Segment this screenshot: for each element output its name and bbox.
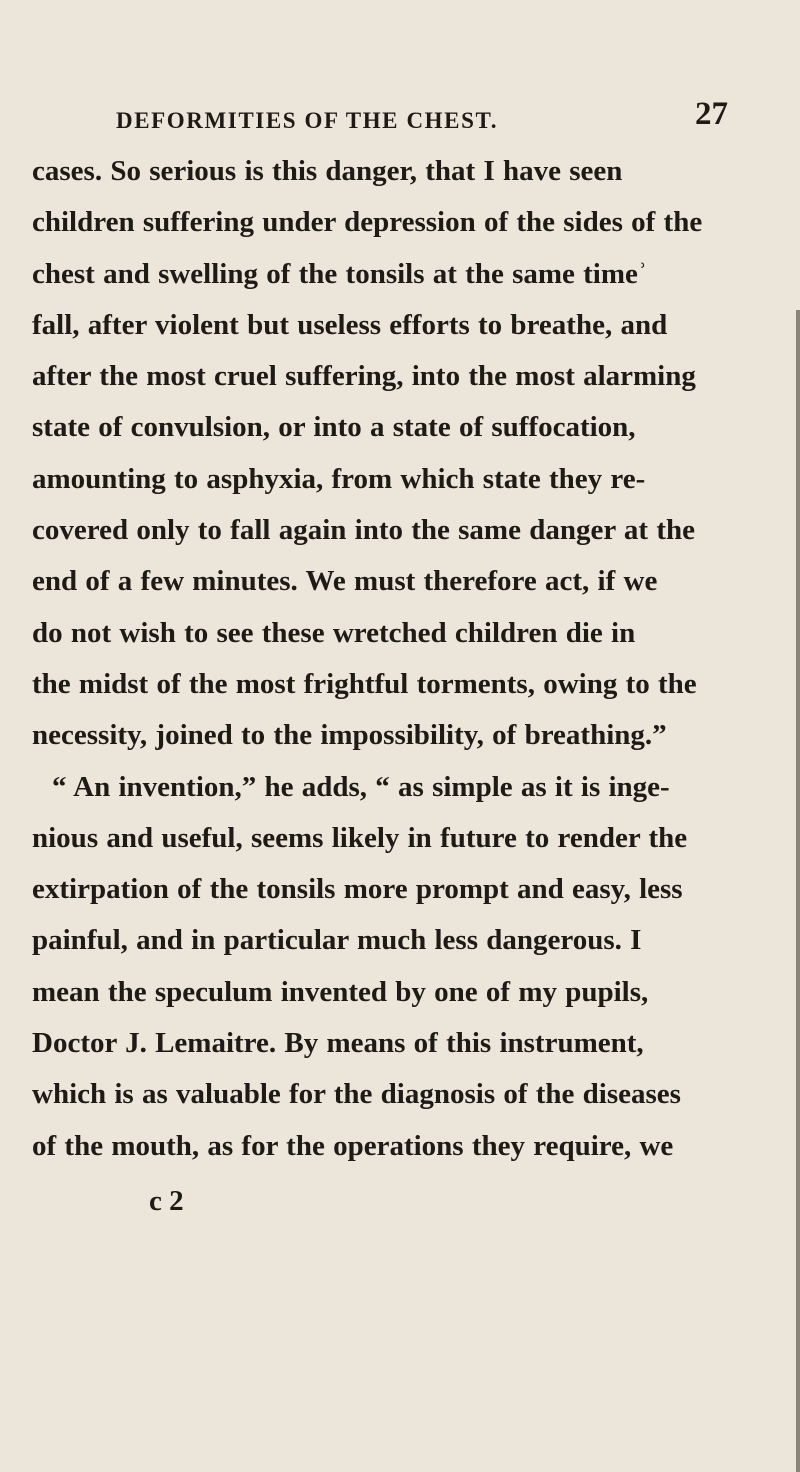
text-line: amounting to asphyxia, from which state they re- xyxy=(32,462,646,495)
page-header xyxy=(116,96,728,146)
signature-mark: c 2 xyxy=(149,1185,184,1217)
page-edge-shadow xyxy=(796,310,800,1472)
text-line: cases. So serious is this danger, that I have seen xyxy=(32,155,623,187)
text-line: covered only to fall again into the same danger at the xyxy=(32,514,695,547)
text-line: “ An invention,” he adds, “ as simple as it is inge- xyxy=(52,770,670,803)
text-line: of the mouth, as for the operations they require, we xyxy=(32,1129,674,1162)
text-line: state of convulsion, or into a state of suffocation, xyxy=(32,411,636,444)
body-text xyxy=(32,146,703,1172)
text-line: extirpation of the tonsils more prompt and easy, less xyxy=(32,873,683,906)
text-line: fall, after violent but useless efforts to breathe, and xyxy=(32,308,668,341)
text-line: after the most cruel suffering, into the most alarming xyxy=(32,360,696,393)
text-line: necessity, joined to the impossibility, of breathing.” xyxy=(32,719,667,752)
text-line: which is as valuable for the diagnosis of the diseases xyxy=(32,1078,681,1111)
running-title: DEFORMITIES OF THE CHEST. xyxy=(116,108,499,133)
text-line: children suffering under depression of the sides of the xyxy=(32,206,703,239)
text-line: chest and swelling of the tonsils at the same timeʾ xyxy=(32,257,648,290)
page-number: 27 xyxy=(695,96,728,132)
text-line: painful, and in particular much less dangerous. I xyxy=(32,924,642,957)
text-line: end of a few minutes. We must therefore act, if we xyxy=(32,565,658,598)
text-line: mean the speculum invented by one of my pupils, xyxy=(32,975,649,1008)
text-line: nious and useful, seems likely in future to render the xyxy=(32,821,688,854)
text-line: do not wish to see these wretched children die in xyxy=(32,616,636,649)
text-line: Doctor J. Lemaitre. By means of this instrument, xyxy=(32,1027,644,1060)
text-line: the midst of the most frightful torments, owing to the xyxy=(32,667,697,700)
